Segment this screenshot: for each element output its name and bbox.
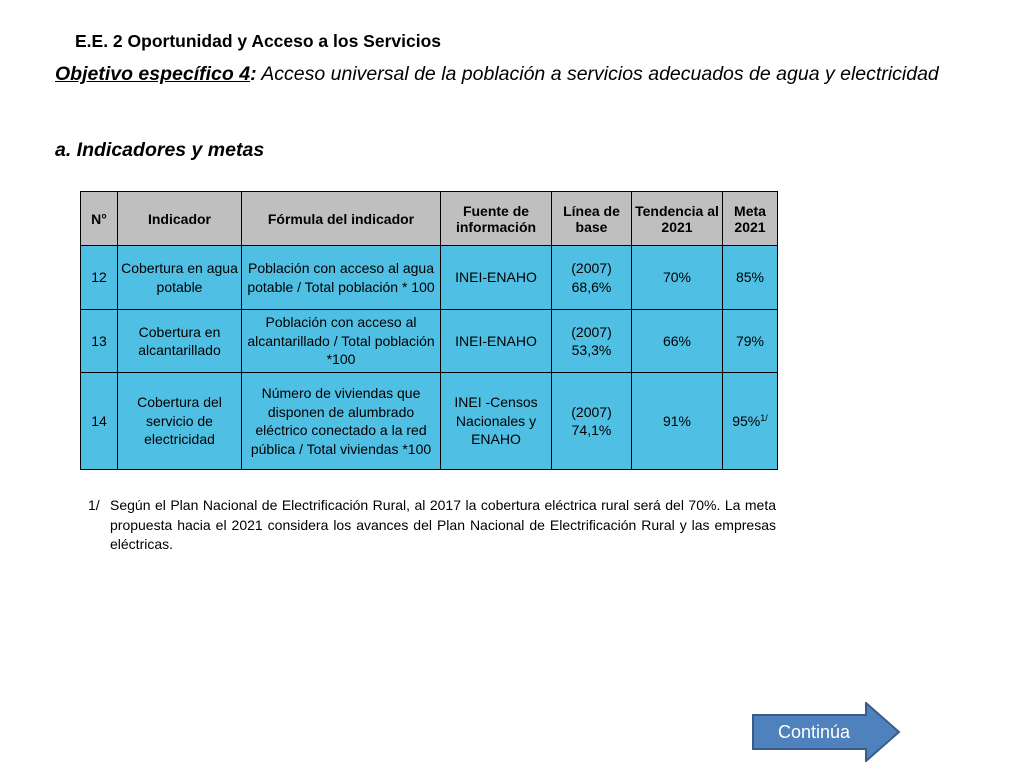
table-row [81, 373, 778, 470]
objective-label: Objetivo específico 4 [55, 63, 251, 85]
indicators-table [80, 191, 778, 470]
header-formula: Fórmula del indicador [242, 192, 441, 246]
cell-fuente: INEI-ENAHO [441, 310, 552, 373]
cell-meta [723, 246, 778, 310]
continue-label: Continúa [777, 722, 851, 742]
cell-indicador: Cobertura del servicio de electricidad [118, 373, 242, 470]
cell-formula: Número de viviendas que disponen de alumbrado eléctrico conectado a la red pública / Total viviendas *100 [242, 373, 441, 470]
cell-formula: Población con acceso al alcantarillado / Total población *100 [242, 310, 441, 373]
subsection-title: a. Indicadores y metas [55, 139, 265, 161]
header-meta: Meta 2021 [723, 192, 778, 246]
footnote [88, 496, 776, 555]
cell-linea-base: (2007) 68,6% [552, 246, 632, 310]
cell-indicador: Cobertura en alcantarillado [118, 310, 242, 373]
objective-colon: : [250, 63, 257, 85]
header-indicador: Indicador [118, 192, 242, 246]
table-header-row [81, 192, 778, 246]
footnote-text: Según el Plan Nacional de Electrificación Rural, al 2017 la cobertura eléctrica rural será del 70%. La meta propuesta hacia el 2021 considera los avances del Plan Nacional de Electrificación Rural y las empresas eléctricas. [110, 497, 776, 552]
section-heading: E.E. 2 Oportunidad y Acceso a los Servicios [75, 31, 442, 51]
cell-tendencia: 66% [632, 310, 723, 373]
continue-button[interactable] [752, 702, 902, 762]
table-row [81, 310, 778, 373]
header-tendencia: Tendencia al 2021 [632, 192, 723, 246]
cell-tendencia: 70% [632, 246, 723, 310]
cell-fuente: INEI -Censos Nacionales y ENAHO [441, 373, 552, 470]
cell-linea-base: (2007) 53,3% [552, 310, 632, 373]
cell-tendencia: 91% [632, 373, 723, 470]
objective-statement [55, 61, 985, 87]
objective-text: Acceso universal de la población a servicios adecuados de agua y electricidad [256, 63, 939, 85]
cell-n: 13 [81, 310, 118, 373]
footnote-mark: 1/ [88, 497, 100, 513]
meta-value: 95% [732, 412, 761, 429]
header-fuente: Fuente de información [441, 192, 552, 246]
cell-n: 12 [81, 246, 118, 310]
cell-indicador: Cobertura en agua potable [118, 246, 242, 310]
meta-value: 85% [735, 269, 765, 286]
meta-value: 79% [735, 332, 765, 349]
cell-n: 14 [81, 373, 118, 470]
header-linea-base: Línea de base [552, 192, 632, 246]
table-row [81, 246, 778, 310]
cell-meta [723, 373, 778, 470]
cell-fuente: INEI-ENAHO [441, 246, 552, 310]
meta-note: 1/ [760, 412, 768, 423]
cell-linea-base: (2007) 74,1% [552, 373, 632, 470]
cell-formula: Población con acceso al agua potable / Total población * 100 [242, 246, 441, 310]
cell-meta [723, 310, 778, 373]
header-n: N° [81, 192, 118, 246]
